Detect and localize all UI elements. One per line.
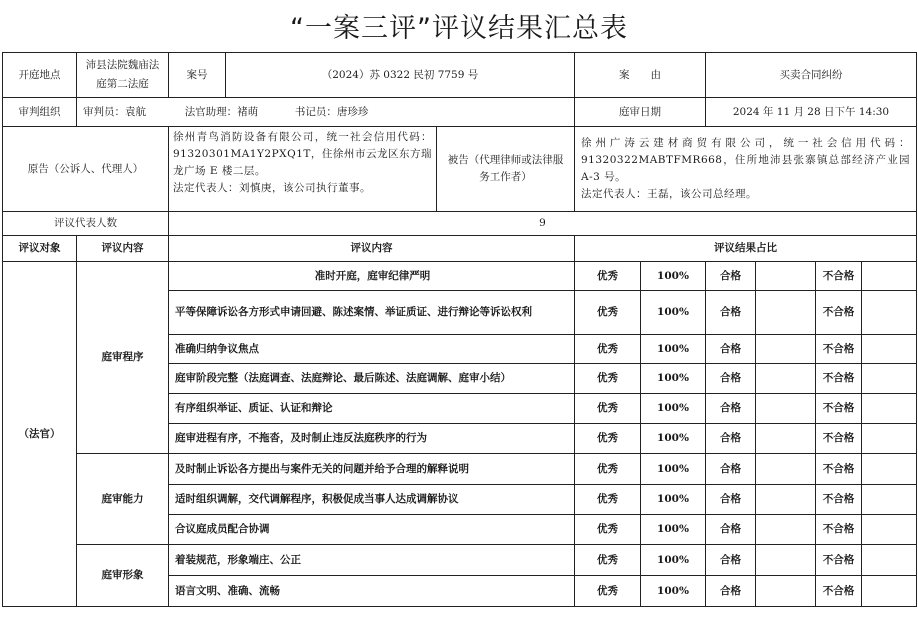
result-excellent-label: 优秀 [575, 335, 641, 364]
evaluation-object: （法官） [3, 262, 77, 607]
date-label: 庭审日期 [575, 98, 706, 127]
result-excellent-pct: 100% [641, 515, 706, 545]
header-result: 评议结果占比 [575, 236, 917, 262]
case-no-label: 案号 [169, 53, 226, 97]
category-label: 庭审能力 [77, 454, 169, 545]
venue-value: 沛县法院魏庙法庭第二法庭 [77, 53, 169, 98]
result-pass-label: 合格 [706, 424, 756, 454]
result-pass-pct [756, 335, 816, 364]
result-fail-pct [862, 576, 917, 607]
category-label: 庭审形象 [77, 545, 169, 607]
header-category: 评议内容 [77, 236, 169, 262]
result-fail-pct [862, 364, 917, 394]
result-fail-pct [862, 394, 917, 424]
result-pass-label: 合格 [706, 364, 756, 394]
result-pass-label: 合格 [706, 454, 756, 485]
defendant-label: 被告（代理律师或法律服务工作者） [447, 154, 564, 183]
criteria-body [3, 262, 917, 607]
result-excellent-pct: 100% [641, 335, 706, 364]
result-excellent-pct: 100% [641, 394, 706, 424]
result-fail-pct [862, 485, 917, 515]
result-excellent-pct: 100% [641, 364, 706, 394]
result-pass-label: 合格 [706, 262, 756, 291]
result-excellent-pct: 100% [641, 545, 706, 576]
result-fail-pct [862, 335, 917, 364]
assistant-name: 法官助理：褚萌 [184, 105, 259, 118]
venue-label: 开庭地点 [3, 53, 77, 98]
criterion-text: 庭审阶段完整（法庭调查、法庭辩论、最后陈述、法庭调解、庭审小结） [169, 364, 575, 394]
result-excellent-label: 优秀 [575, 291, 641, 335]
result-pass-pct [756, 576, 816, 607]
plaintiff-details: 徐州青鸟消防设备有限公司，统一社会信用代码：91320301MA1Y2PXQ1T，住徐州市云龙区东方瑞龙广场 E 楼二层。 [173, 131, 432, 177]
cause-label: 案 由 [575, 53, 706, 98]
result-excellent-pct: 100% [641, 291, 706, 335]
case-no-value: （2024）苏 0322 民初 7759 号 [321, 68, 479, 81]
result-pass-pct [756, 545, 816, 576]
result-fail-pct [862, 291, 917, 335]
table-row [3, 454, 917, 485]
header-object: 评议对象 [3, 236, 77, 262]
result-excellent-label: 优秀 [575, 454, 641, 485]
info-row-venue [3, 53, 917, 98]
result-excellent-pct: 100% [641, 576, 706, 607]
result-fail-label: 不合格 [816, 335, 862, 364]
criterion-text: 适时组织调解，交代调解程序，积极促成当事人达成调解协议 [169, 485, 575, 515]
result-excellent-label: 优秀 [575, 485, 641, 515]
result-pass-pct [756, 424, 816, 454]
reviewers-label: 评议代表人数 [3, 212, 169, 236]
result-fail-label: 不合格 [816, 454, 862, 485]
table-row [3, 262, 917, 291]
result-fail-label: 不合格 [816, 576, 862, 607]
criterion-text: 准时开庭，庭审纪律严明 [169, 262, 575, 291]
result-pass-pct [756, 485, 816, 515]
defendant-details: 徐州广涛云建材商贸有限公司，统一社会信用代码：91320322MABTFMR668，住所地沛县张寨镇总部经济产业园 A-3 号。 [581, 137, 910, 183]
criterion-text: 语言文明、准确、流畅 [169, 576, 575, 607]
result-excellent-label: 优秀 [575, 364, 641, 394]
result-pass-pct [756, 364, 816, 394]
table-header [3, 236, 917, 262]
result-pass-pct [756, 262, 816, 291]
date-value: 2024 年 11 月 28 日下午 14:30 [706, 98, 917, 127]
result-fail-pct [862, 515, 917, 545]
result-fail-label: 不合格 [816, 262, 862, 291]
result-excellent-label: 优秀 [575, 545, 641, 576]
result-excellent-label: 优秀 [575, 576, 641, 607]
result-excellent-pct: 100% [641, 454, 706, 485]
criterion-text: 着装规范，形象端庄、公正 [169, 545, 575, 576]
judge-name: 审判员：袁航 [83, 105, 146, 118]
result-pass-label: 合格 [706, 394, 756, 424]
category-label: 庭审程序 [77, 262, 169, 454]
result-pass-pct [756, 394, 816, 424]
result-excellent-pct: 100% [641, 424, 706, 454]
result-excellent-pct: 100% [641, 262, 706, 291]
info-row-parties [3, 127, 917, 212]
result-pass-label: 合格 [706, 515, 756, 545]
result-pass-label: 合格 [706, 576, 756, 607]
cause-value: 买卖合同纠纷 [706, 53, 917, 98]
result-fail-label: 不合格 [816, 394, 862, 424]
result-fail-label: 不合格 [816, 545, 862, 576]
result-pass-label: 合格 [706, 291, 756, 335]
info-row-reviewers [3, 212, 917, 236]
criterion-text: 有序组织举证、质证、认证和辩论 [169, 394, 575, 424]
result-fail-pct [862, 424, 917, 454]
criterion-text: 合议庭成员配合协调 [169, 515, 575, 545]
result-pass-pct [756, 291, 816, 335]
result-excellent-label: 优秀 [575, 424, 641, 454]
result-fail-label: 不合格 [816, 291, 862, 335]
result-fail-pct [862, 454, 917, 485]
result-excellent-pct: 100% [641, 485, 706, 515]
result-fail-label: 不合格 [816, 515, 862, 545]
result-pass-pct [756, 515, 816, 545]
info-row-panel [3, 98, 917, 127]
result-fail-label: 不合格 [816, 485, 862, 515]
result-pass-pct [756, 454, 816, 485]
defendant-representative: 法定代表人：王磊，该公司总经理。 [581, 188, 757, 200]
header-content: 评议内容 [169, 236, 575, 262]
criterion-text: 及时制止诉讼各方提出与案件无关的问题并给予合理的解释说明 [169, 454, 575, 485]
evaluation-summary-table [2, 52, 917, 607]
result-fail-pct [862, 545, 917, 576]
result-fail-label: 不合格 [816, 424, 862, 454]
page-title: “一案三评”评议结果汇总表 [290, 13, 628, 44]
result-pass-label: 合格 [706, 335, 756, 364]
result-pass-label: 合格 [706, 545, 756, 576]
criterion-text: 平等保障诉讼各方形式申请回避、陈述案情、举证质证、进行辩论等诉讼权利 [169, 291, 575, 335]
plaintiff-representative: 法定代表人：刘慎庚，该公司执行董事。 [173, 182, 371, 194]
result-fail-pct [862, 262, 917, 291]
panel-label: 审判组织 [3, 98, 77, 127]
criterion-text: 准确归纳争议焦点 [169, 335, 575, 364]
result-excellent-label: 优秀 [575, 394, 641, 424]
result-pass-label: 合格 [706, 485, 756, 515]
criterion-text: 庭审进程有序，不拖沓，及时制止违反法庭秩序的行为 [169, 424, 575, 454]
clerk-name: 书记员：唐珍珍 [294, 105, 369, 118]
result-excellent-label: 优秀 [575, 262, 641, 291]
plaintiff-label: 原告（公诉人、代理人） [3, 127, 169, 212]
reviewers-value: 9 [169, 212, 917, 236]
result-excellent-label: 优秀 [575, 515, 641, 545]
table-row [3, 545, 917, 576]
result-fail-label: 不合格 [816, 364, 862, 394]
